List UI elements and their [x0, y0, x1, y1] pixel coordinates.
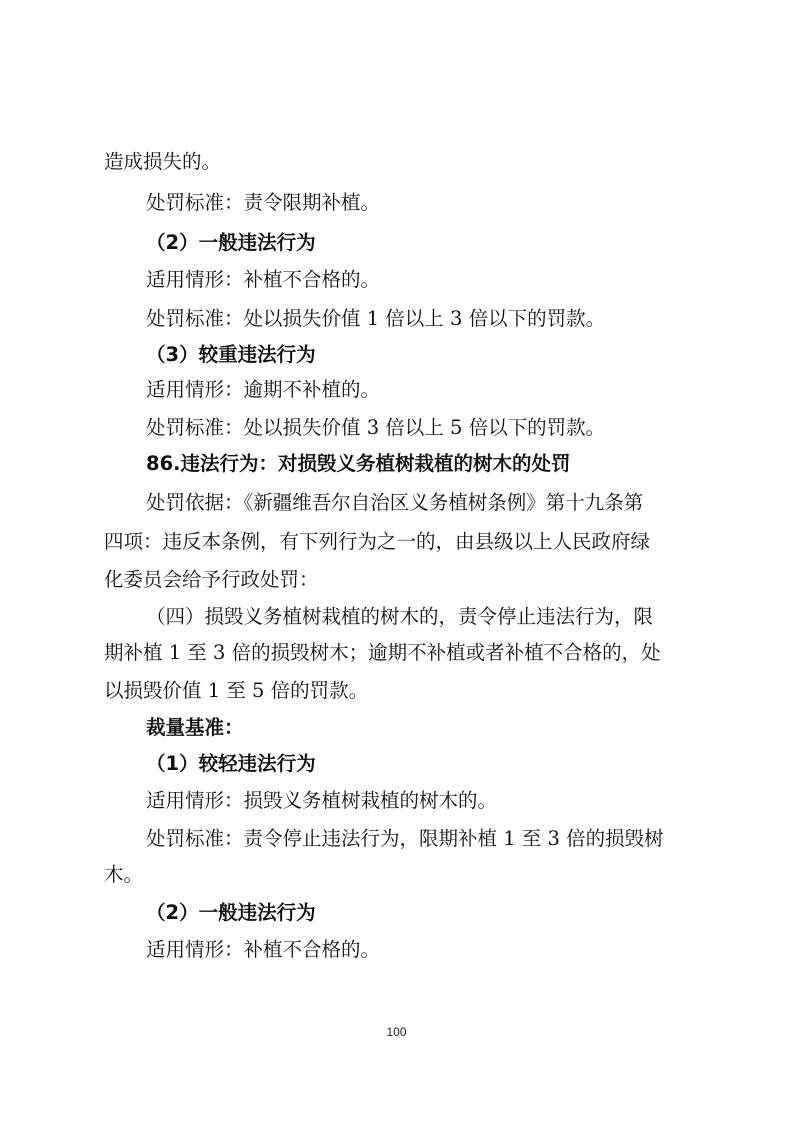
text-line: 处罚标准：责令停止违法行为，限期补植 1 至 3 倍的损毁树: [146, 827, 664, 850]
text-line: 适用情形：补植不合格的。: [146, 268, 381, 291]
text-line: 适用情形：逾期不补植的。: [146, 378, 381, 401]
text-line: 木。: [104, 863, 144, 886]
section-heading: （2）一般违法行为: [146, 901, 316, 924]
article-heading: 86.违法行为：对损毁义务植树栽植的树木的处罚: [146, 452, 571, 475]
section-heading: 裁量基准：: [146, 716, 244, 739]
text-line: 处罚依据：《新疆维吾尔自治区义务植树条例》第十九条第: [146, 491, 644, 514]
text-line: 适用情形：损毁义务植树栽植的树木的。: [146, 789, 498, 812]
text-line: 以损毁价值 1 至 5 倍的罚款。: [104, 679, 369, 702]
text-line: 期补植 1 至 3 倍的损毁树木；逾期不补植或者补植不合格的，处: [104, 641, 661, 664]
section-heading: （3）较重违法行为: [146, 343, 316, 366]
page-number: 100: [386, 1025, 407, 1039]
section-heading: （2）一般违法行为: [146, 231, 316, 254]
text-line: 适用情形：补植不合格的。: [146, 938, 381, 961]
text-line: 四项：违反本条例，有下列行为之一的，由县级以上人民政府绿: [104, 530, 651, 553]
text-line: 处罚标准：处以损失价值 3 倍以上 5 倍以下的罚款。: [146, 416, 606, 439]
text-line: 造成损失的。: [104, 150, 222, 173]
section-heading: （1）较轻违法行为: [146, 752, 316, 775]
text-line: 化委员会给予行政处罚：: [104, 568, 319, 591]
text-line: 处罚标准：处以损失价值 1 倍以上 3 倍以下的罚款。: [146, 307, 606, 330]
text-line: 处罚标准：责令限期补植。: [146, 191, 381, 214]
text-line: （四）损毁义务植树栽植的树木的，责令停止违法行为，限: [146, 605, 654, 628]
